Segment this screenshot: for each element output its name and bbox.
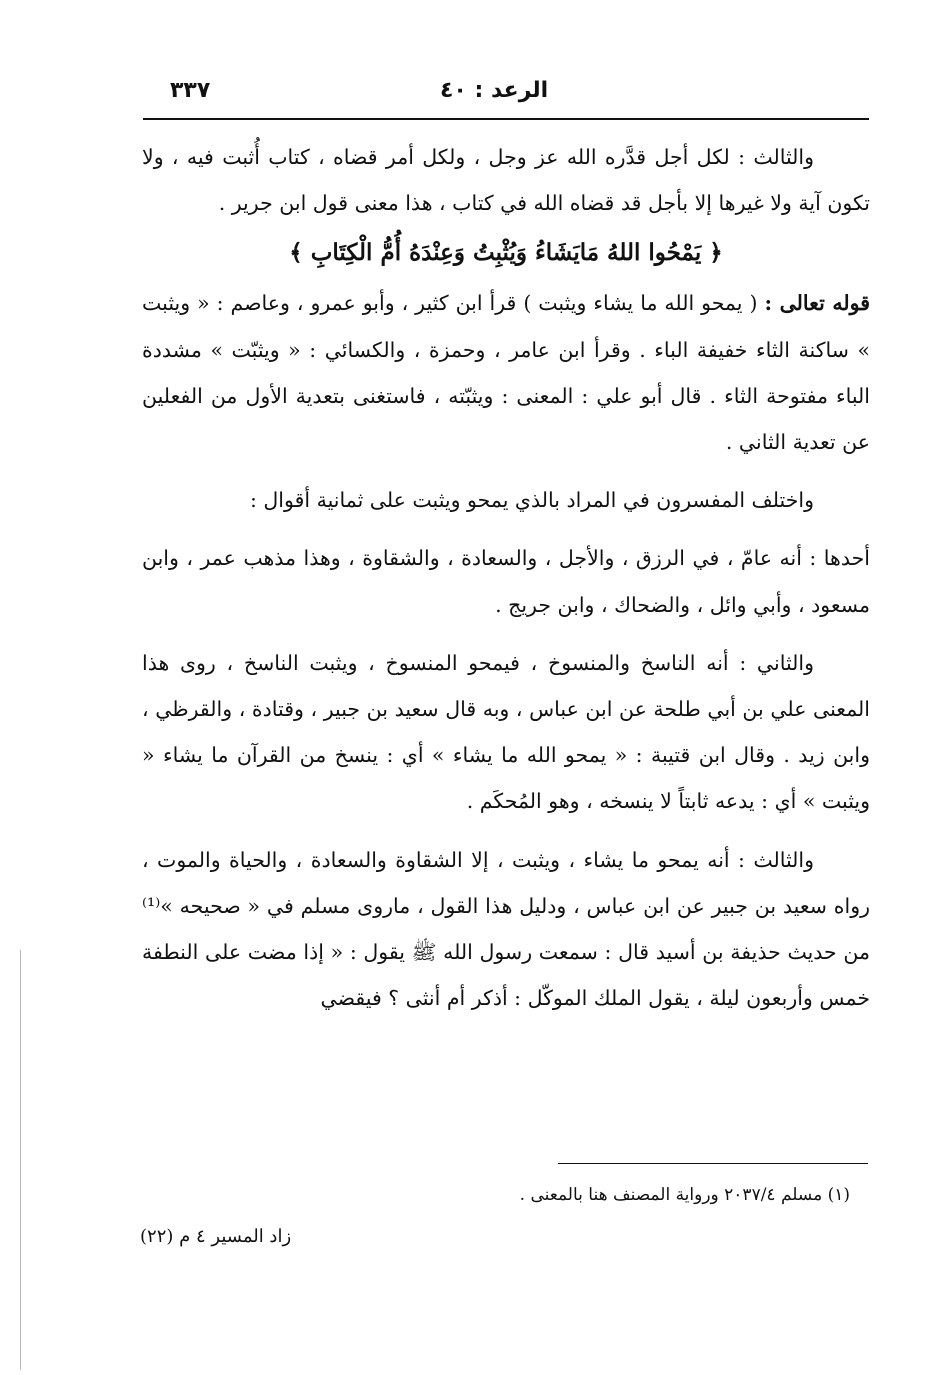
paragraph-disagreement: واختلف المفسرون في المراد بالذي يمحو ويثبت على ثمانية أقوال : bbox=[249, 488, 814, 513]
lead-phrase: قوله تعالى : bbox=[764, 291, 870, 316]
paragraph-first-opinion: أحدها : أنه عامّ ، في الرزق ، والأجل ، والسعادة ، والشقاوة ، وهذا مذهب عمر ، وابن مسعود ، وأبي وائل ، والضحاك ، وابن جريج . bbox=[142, 546, 870, 617]
paragraph-second-opinion: والثاني : أنه الناسخ والمنسوخ ، فيمحو المنسوخ ، ويثبت الناسخ ، روى هذا المعنى علي بن أبي طلحة عن ابن عباس ، وبه قال سعيد بن جبير ، وقتادة ، والقرظي ، وابن زيد . وقال ابن قتيبة : « يمحو الله ما يشاء » أي : ينسخ من القرآن ما يشاء « ويثبت » أي : يدعه ثابتاً لا ينسخه ، وهو المُحكَم . bbox=[142, 650, 870, 814]
signature-mark: زاد المسير ٤ م (٢٢) bbox=[140, 1226, 292, 1247]
header-rule bbox=[143, 118, 869, 120]
quran-verse: ﴿ يَمْحُوا اللهُ مَايَشَاءُ وَيُثْبِتُ وَعِنْدَهُ أُمُّ الْكِتَابِ ﴾ bbox=[289, 239, 723, 267]
paragraph-third-opinion-hadith: والثالث : أنه يمحو ما يشاء ، ويثبت ، إلا الشقاوة والسعادة ، والحياة والموت ، رواه سعيد بن جبير عن ابن عباس ، ودليل هذا القول ، ماروى مسلم في « صحيحه »⁽¹⁾ من حديث حذيفة بن أسيد قال : سمعت رسول الله ﷺ يقول : « إذا مضت على النطفة خمس وأربعون ليلة ، يقول الملك الموكّل : أذكر أم أنثى ؟ فيقضي bbox=[142, 847, 870, 1011]
running-title: الرعد : ٤٠ bbox=[440, 78, 549, 103]
footnote: (١) مسلم ٢٠٣٧/٤ ورواية المصنف هنا بالمعنى . bbox=[519, 1185, 850, 1205]
main-text bbox=[142, 134, 870, 1021]
paragraph-third-opinion: والثالث : لكل أجل قدَّره الله عز وجل ، ولكل أمر قضاه ، كتاب أُثبت فيه ، ولا تكون آية ولا غيرها إلا بأجل قد قضاه الله في كتاب ، هذا معنى قول ابن جرير . bbox=[142, 145, 870, 216]
page-number: ٣٣٧ bbox=[170, 78, 211, 103]
footnote-rule bbox=[558, 1163, 868, 1164]
paragraph-qiraat: قوله تعالى : ( يمحو الله ما يشاء ويثبت ) قرأ ابن كثير ، وأبو عمرو ، وعاصم : « ويثبت » ساكنة الثاء خفيفة الباء . وقرأ ابن عامر ، وحمزة ، والكسائي : « ويثبّت » مشددة الباء مفتوحة الثاء . قال أبو علي : المعنى : ويثبّته ، فاستغنى بتعدية الأول من الفعلين عن تعدية الثاني . bbox=[142, 291, 870, 455]
page-header bbox=[150, 74, 870, 114]
scan-edge-line bbox=[20, 950, 21, 1370]
